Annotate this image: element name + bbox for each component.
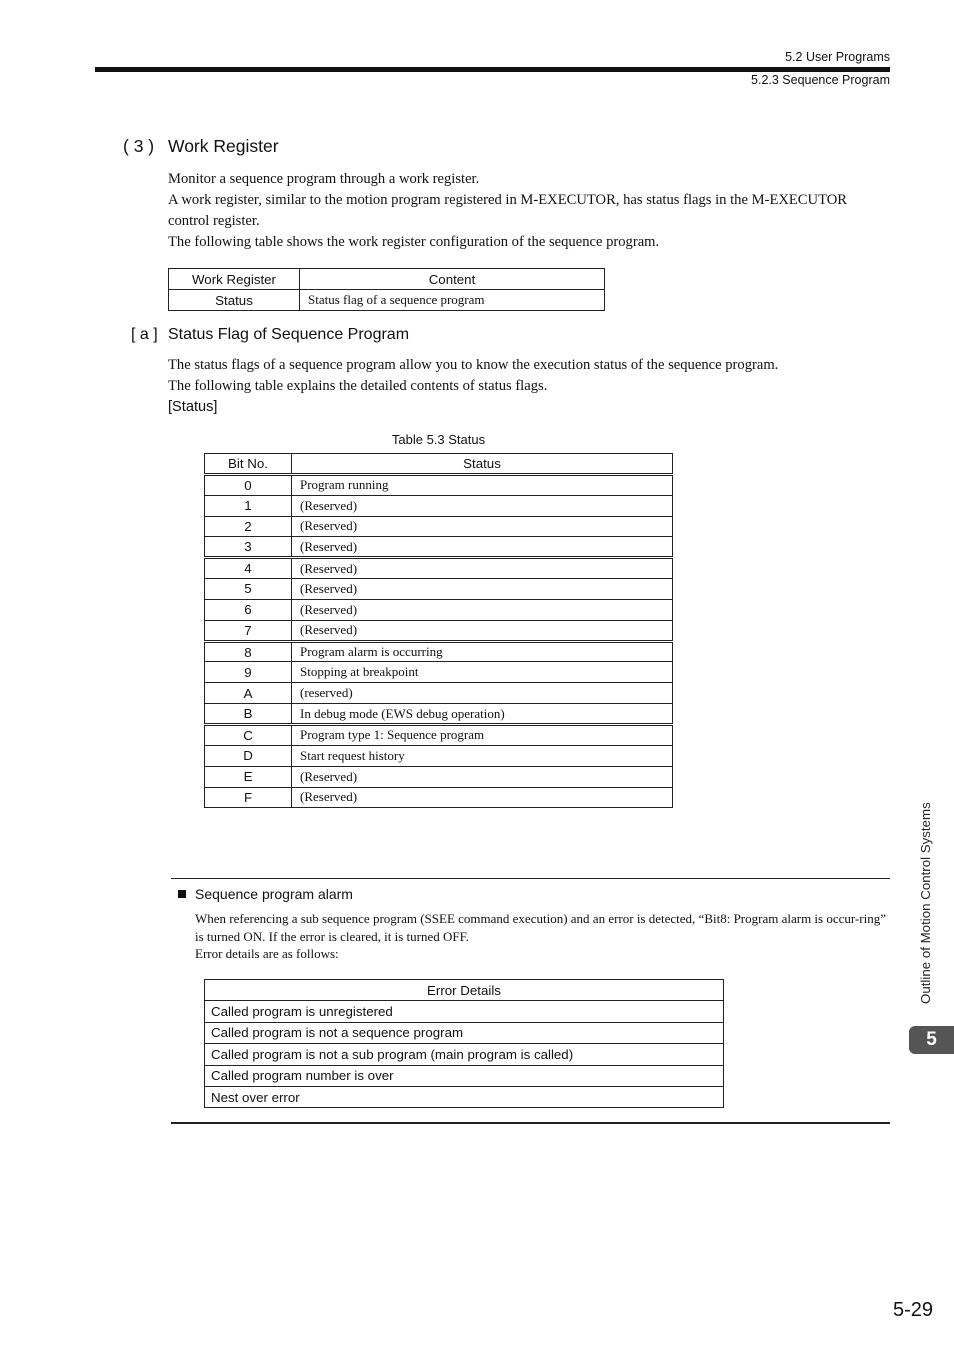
- table-row: [205, 474, 673, 495]
- table-row: [205, 683, 673, 704]
- error-details-table: [204, 979, 724, 1108]
- column-header: Bit No.: [205, 454, 292, 475]
- note-top-rule: [171, 878, 890, 879]
- subsection-title: Status Flag of Sequence Program: [168, 326, 410, 343]
- table-row: [205, 599, 673, 620]
- subsection-body: [168, 355, 890, 418]
- column-header: Status: [292, 454, 673, 475]
- table-row: [205, 579, 673, 600]
- table-row: [205, 1065, 724, 1086]
- table-header-row: [205, 454, 673, 475]
- status-cell: (reserved): [292, 683, 673, 704]
- running-header-subsection: 5.2.3 Sequence Program: [751, 73, 890, 87]
- status-cell: (Reserved): [292, 766, 673, 787]
- status-cell: Start request history: [292, 745, 673, 766]
- status-cell: (Reserved): [292, 620, 673, 641]
- bit-number-cell: 4: [205, 558, 292, 579]
- table-row: [205, 1086, 724, 1107]
- paragraph: The status flags of a sequence program allow you to know the execution status of the sequence program.: [168, 357, 779, 373]
- note-bottom-rule: [171, 1122, 890, 1124]
- status-cell: Program running: [292, 474, 673, 495]
- paragraph: When referencing a sub sequence program (SSEE command execution) and an error is detected, “Bit8: Program alarm is occur-ring” is turned ON. If the error is cleared, it is turned OFF.: [195, 911, 887, 944]
- status-cell: (Reserved): [292, 537, 673, 558]
- column-header: Content: [300, 269, 605, 290]
- bit-number-cell: 6: [205, 599, 292, 620]
- section-heading: [123, 136, 279, 157]
- bit-number-cell: A: [205, 683, 292, 704]
- status-cell: (Reserved): [292, 579, 673, 600]
- error-detail-cell: Nest over error: [205, 1086, 724, 1107]
- section-title: Work Register: [168, 136, 279, 156]
- status-cell: (Reserved): [292, 599, 673, 620]
- work-register-table: [168, 268, 605, 311]
- error-detail-cell: Called program number is over: [205, 1065, 724, 1086]
- table-row: [205, 1044, 724, 1065]
- bit-number-cell: 9: [205, 662, 292, 683]
- error-detail-cell: Called program is not a sequence program: [205, 1022, 724, 1043]
- table-row: [169, 290, 605, 311]
- status-label: [Status]: [168, 399, 218, 415]
- running-header-section: 5.2 User Programs: [785, 50, 890, 64]
- table-row: [205, 1001, 724, 1022]
- paragraph: A work register, similar to the motion program registered in M-EXECUTOR, has status flags in the M-EXECUTOR control register.: [168, 192, 848, 229]
- column-header: Work Register: [169, 269, 300, 290]
- section-number: ( 3 ): [123, 136, 155, 156]
- section-body: [168, 169, 890, 253]
- status-cell: (Reserved): [292, 516, 673, 537]
- bit-number-cell: F: [205, 787, 292, 808]
- note-heading: [178, 886, 353, 902]
- bit-number-cell: B: [205, 704, 292, 725]
- bit-number-cell: 3: [205, 537, 292, 558]
- bit-number-cell: 2: [205, 516, 292, 537]
- paragraph: Monitor a sequence program through a work register.: [168, 171, 480, 187]
- table-row: [205, 724, 673, 745]
- bit-number-cell: 0: [205, 474, 292, 495]
- status-table: [204, 453, 673, 808]
- table-row: [205, 558, 673, 579]
- table-row: [205, 662, 673, 683]
- bit-number-cell: 1: [205, 495, 292, 516]
- table-header-row: [205, 980, 724, 1001]
- table-row: [205, 537, 673, 558]
- status-cell: (Reserved): [292, 787, 673, 808]
- subsection-heading: [131, 326, 409, 344]
- bit-number-cell: 5: [205, 579, 292, 600]
- paragraph: Error details are as follows:: [195, 946, 339, 961]
- bit-number-cell: D: [205, 745, 292, 766]
- square-bullet-icon: [178, 890, 186, 898]
- status-cell: Program alarm is occurring: [292, 641, 673, 662]
- table-row: [205, 766, 673, 787]
- header-rule: [95, 67, 890, 72]
- column-header: Error Details: [205, 980, 724, 1001]
- table-row: [205, 787, 673, 808]
- bit-number-cell: 7: [205, 620, 292, 641]
- table-cell: Status flag of a sequence program: [300, 290, 605, 311]
- status-cell: (Reserved): [292, 558, 673, 579]
- bit-number-cell: 8: [205, 641, 292, 662]
- subsection-number: [ a ]: [131, 326, 158, 343]
- paragraph: The following table explains the detailed contents of status flags.: [168, 378, 548, 394]
- bit-number-cell: C: [205, 724, 292, 745]
- table-row: [205, 495, 673, 516]
- table-row: [205, 641, 673, 662]
- table-row: [205, 704, 673, 725]
- bit-number-cell: E: [205, 766, 292, 787]
- page-number: 5-29: [893, 1299, 934, 1321]
- status-cell: Program type 1: Sequence program: [292, 724, 673, 745]
- table-row: [205, 745, 673, 766]
- table-row: [205, 620, 673, 641]
- status-cell: Stopping at breakpoint: [292, 662, 673, 683]
- chapter-side-title: Outline of Motion Control Systems: [918, 802, 933, 1004]
- table-row: [205, 1022, 724, 1043]
- chapter-tab: 5: [909, 1026, 954, 1054]
- paragraph: The following table shows the work register configuration of the sequence program.: [168, 234, 660, 250]
- note-heading-text: Sequence program alarm: [195, 886, 353, 902]
- table-header-row: [169, 269, 605, 290]
- status-cell: In debug mode (EWS debug operation): [292, 704, 673, 725]
- status-cell: (Reserved): [292, 495, 673, 516]
- table-caption: Table 5.3 Status: [391, 432, 486, 447]
- table-cell: Status: [169, 290, 300, 311]
- table-row: [205, 516, 673, 537]
- note-body: [195, 910, 890, 963]
- error-detail-cell: Called program is not a sub program (main program is called): [205, 1044, 724, 1065]
- error-detail-cell: Called program is unregistered: [205, 1001, 724, 1022]
